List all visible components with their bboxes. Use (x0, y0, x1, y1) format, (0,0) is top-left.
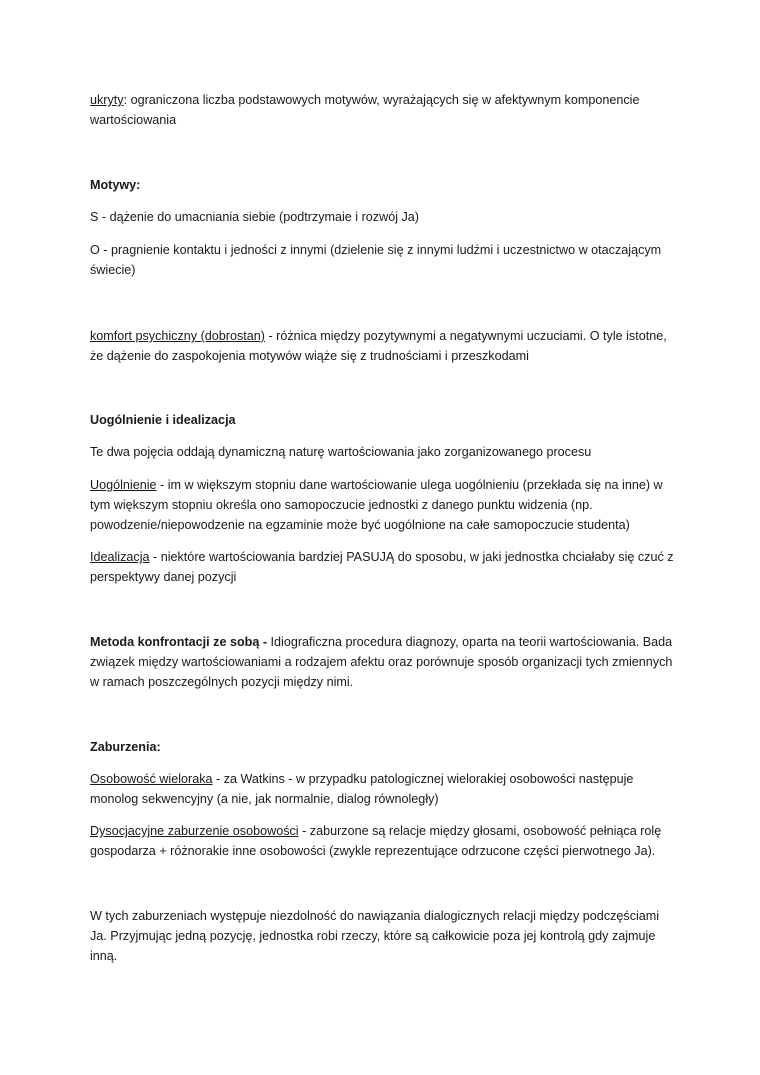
paragraph-komfort (90, 326, 675, 366)
term-osobowosc-wieloraka: Osobowość wieloraka (90, 772, 213, 786)
motive-s: S - dążenie do umacniania siebie (podtrzymaie i rozwój Ja) (90, 210, 419, 224)
metoda-definition: Idiograficzna procedura diagnozy, oparta na teorii wartościowania. Bada związek między wartościowaniami a rodzajem afektu oraz porównuje sposób organizacji tych zmiennych w ramach poszczególnych pozycji między nimi. (90, 635, 673, 689)
heading-zaburzenia: Zaburzenia: (90, 740, 161, 754)
term-ukryty: ukryty (90, 93, 124, 107)
motive-o: O - pragnienie kontaktu i jedności z innymi (dzielenie się z innymi ludźmi i uczestnictwo w otaczającym świecie) (90, 243, 662, 277)
term-idealizacja: Idealizacja (90, 550, 150, 564)
heading-uogolnienie: Uogólnienie i idealizacja (90, 413, 236, 427)
komfort-definition: - różnica między pozytywnymi a negatywnymi uczuciami. O tyle istotne, że dążenie do zaspokojenia motywów wiąże się z trudnościami i przeszkodami (90, 329, 667, 363)
paragraph-dysocjacyjne (90, 821, 675, 861)
term-metoda: Metoda konfrontacji ze sobą - (90, 635, 268, 649)
ukryty-definition: : ograniczona liczba podstawowych motywów, wyrażających się w afektywnym komponencie wartościowania (90, 93, 640, 127)
paragraph-idealizacja (90, 547, 675, 587)
heading-motywy: Motywy: (90, 178, 141, 192)
uogolnienie-definition: - im w większym stopniu dane wartościowanie ulega uogólnieniu (przekłada się na inne) w tym większym stopniu określa ono samopoczucie jednostki z danego punktu widzenia (np. powodzenie/niepowodzenie na egzaminie może być uogólnione na całe samopoczucie studenta) (90, 478, 663, 532)
paragraph-osobowosc-wieloraka (90, 769, 675, 809)
term-komfort: komfort psychiczny (dobrostan) (90, 329, 265, 343)
paragraph-closing: W tych zaburzeniach występuje niezdolność do nawiązania dialogicznych relacji między podczęściami Ja. Przyjmując jedną pozycję, jednostka robi rzeczy, które są całkowicie poza jej kontrolą gdy zajmuje inną. (90, 909, 660, 963)
dysocjacyjne-definition: - zaburzone są relacje między głosami, osobowość pełniąca rolę gospodarza + różnorakie inne osobowości (zwykle reprezentujące odrzucone części pierwotnego Ja). (90, 824, 662, 858)
idealizacja-definition: - niektóre wartościowania bardziej PASUJĄ do sposobu, w jaki jednostka chciałaby się czuć z perspektywy danej pozycji (90, 550, 674, 584)
term-uogolnienie: Uogólnienie (90, 478, 157, 492)
uogolnienie-intro: Te dwa pojęcia oddają dynamiczną naturę wartościowania jako zorganizowanego procesu (90, 445, 592, 459)
paragraph-uogolnienie (90, 475, 675, 535)
paragraph-ukryty (90, 90, 675, 130)
term-dysocjacyjne: Dysocjacyjne zaburzenie osobowości (90, 824, 299, 838)
paragraph-metoda (90, 632, 675, 692)
osobowosc-wieloraka-definition: - za Watkins - w przypadku patologicznej wielorakiej osobowości następuje monolog sekwencyjny (a nie, jak normalnie, dialog równoległy) (90, 772, 634, 806)
